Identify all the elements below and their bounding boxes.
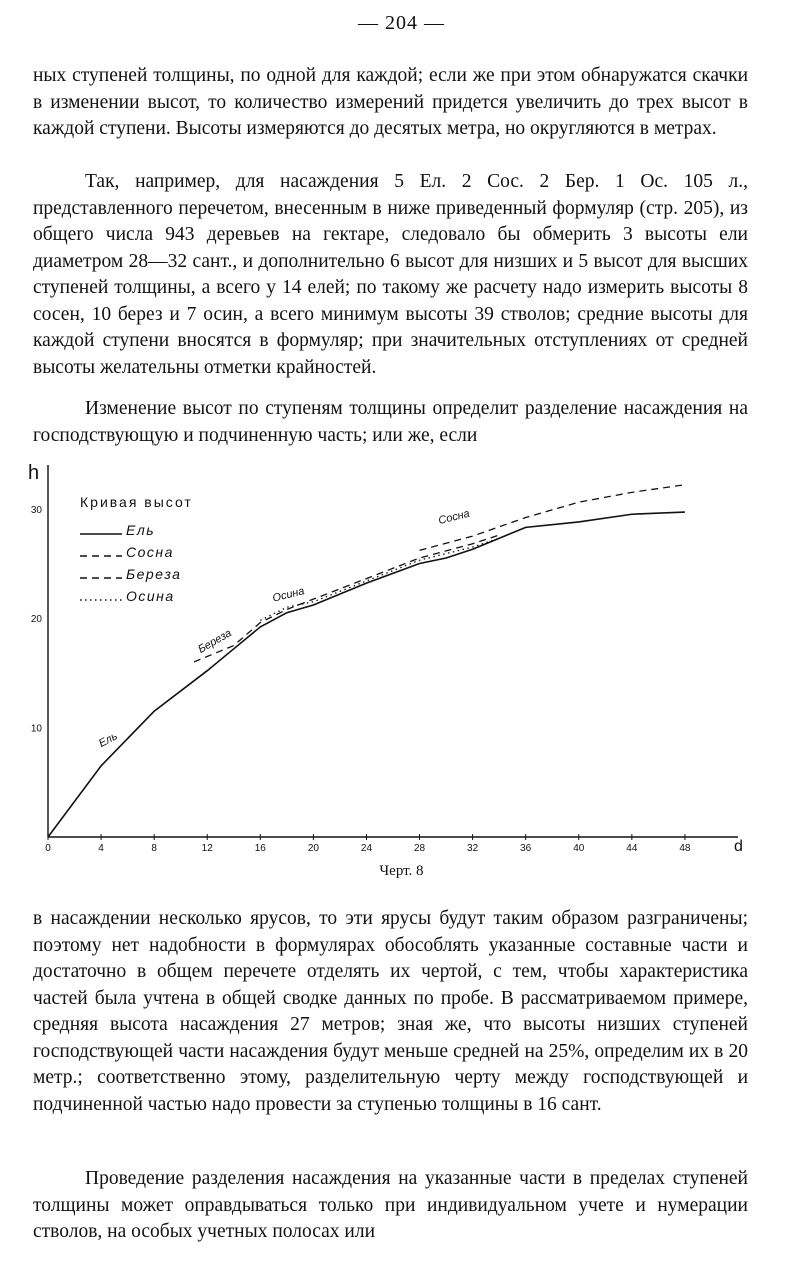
x-tick-label: 0 <box>45 843 51 854</box>
x-tick-label: 24 <box>360 843 373 854</box>
y-axis-label: h <box>28 462 40 484</box>
paragraph-2: Так, например, для насаждения 5 Ел. 2 Сос. 2 Бер. 1 Ос. 105 л., представленного перечетом, внесенным в ниже приведенный формуляр (стр. 205), из общего числа 943 деревьев на гектаре, следовало бы обмерить 3 высоты ели диаметром 28—32 сант., и дополнительно 6 высот для низших и 5 высот для высших ступеней толщины, а всего у 14 елей; по такому же расчету надо измерить высоты 8 сосен, 10 берез и 7 осин, а всего минимум высоты 39 стволов; средние высоты для каждой ступени вносятся в формуляр; при значительных отступлениях от средней высоты желательны отметки крайностей. <box>33 171 748 378</box>
legend-label-1: Ель <box>126 522 156 538</box>
x-tick-label: 36 <box>520 843 532 854</box>
figure-caption: Черт. 8 <box>379 863 424 879</box>
paragraph-4: в насаждении несколько ярусов, то эти ярусы будут таким образом разграничены; поэтому нет надобности в формулярах обособлять указанные составные части и достаточно в общем перечете отделять их чертой, с тем, чтобы характеристика частей была учтена в общей сводке данных по пробе. В рассматриваемом примере, средняя высота насаждения 27 метров; зная же, что высоты низших ступеней господствующей части насаждения будут меньше средней на 25%, определим их в 20 метр.; соответственно этому, разделительную черту между господствующей и подчиненной частью надо провести за ступенью толщины в 16 сант. <box>33 908 748 1115</box>
paragraph-3: Изменение высот по ступеням толщины определит разделение насаждения на господствующую и подчиненную часть; или же, если <box>33 398 748 446</box>
legend-label-3: Береза <box>126 566 182 582</box>
x-tick-label: 8 <box>151 843 157 854</box>
x-tick-label: 44 <box>626 843 638 854</box>
legend-label-4: Осина <box>126 588 175 604</box>
paragraph-5: Проведение разделения насаждения на указанные части в пределах ступеней толщины может оправдываться только при индивидуальном учете и нумерации стволов, на особых учетных полосах или <box>33 1168 748 1242</box>
x-tick-label: 28 <box>413 843 426 854</box>
x-axis-label: d <box>734 838 743 855</box>
legend-title: Кривая высот <box>80 494 193 510</box>
series-line-1 <box>48 512 685 837</box>
x-tick-label: 32 <box>467 843 479 854</box>
curve-label-1: Ель <box>96 730 120 750</box>
curve-label-2: Сосна <box>437 507 471 527</box>
y-tick-label: 20 <box>30 614 42 626</box>
x-tick-label: 16 <box>254 843 266 854</box>
legend-label-2: Сосна <box>126 544 174 560</box>
curve-label-3: Береза <box>196 627 234 656</box>
x-tick-label: 40 <box>573 843 585 854</box>
series-line-4 <box>260 538 499 620</box>
y-tick-label: 10 <box>30 723 42 735</box>
curve-label-4: Осина <box>271 585 306 605</box>
x-tick-label: 12 <box>201 843 213 854</box>
y-tick-label: 30 <box>30 504 42 516</box>
x-tick-label: 48 <box>679 843 691 854</box>
page-number: — 204 — <box>358 12 445 34</box>
x-tick-label: 20 <box>307 843 319 854</box>
height-curve-chart <box>20 455 750 855</box>
x-tick-label: 4 <box>98 843 104 854</box>
paragraph-1: ных ступеней толщины, по одной для каждой; если же при этом обнаружатся скачки в изменении высот, то количество измерений придется увеличить до трех высот в каждой ступени. Высоты измеряются до десятых метра, но округляются в метрах. <box>33 65 748 139</box>
